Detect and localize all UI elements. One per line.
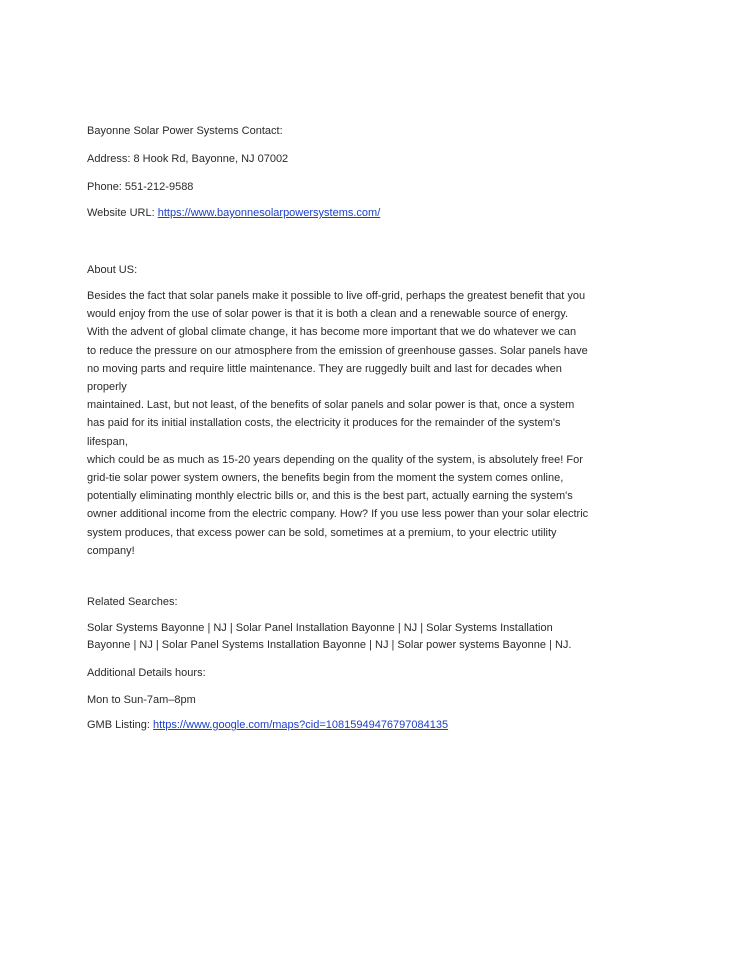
about-line: maintained. Last, but not least, of the benefits of solar panels and solar power is that, once a system [87,399,575,412]
about-line: potentially eliminating monthly electric bills or, and this is the best part, actually earning the system's [87,490,573,503]
contact-heading: Bayonne Solar Power Systems Contact: [87,125,283,137]
about-line: has paid for its initial installation costs, the electricity it produces for the remainder of the system's [87,417,561,430]
about-line: which could be as much as 15-20 years depending on the quality of the system, is absolutely free! For [87,453,583,466]
related-line: Solar Systems Bayonne | NJ | Solar Panel Installation Bayonne | NJ | Solar Systems Installation [87,622,553,634]
about-line: no moving parts and require little maintenance. They are ruggedly built and last for decades when [87,362,562,375]
about-line: to reduce the pressure on our atmosphere from the emission of greenhouse gasses. Solar panels have [87,344,588,357]
about-heading: About US: [87,264,138,276]
contact-address: Address: 8 Hook Rd, Bayonne, NJ 07002 [87,153,289,165]
about-line: properly [87,381,127,393]
contact-phone: Phone: 551-212-9588 [87,181,194,193]
hours-value: Mon to Sun-7am–8pm [87,694,196,706]
website-label: Website URL: [87,207,158,219]
about-line: owner additional income from the electric company. How? If you use less power than your solar electric [87,508,589,521]
about-line: Besides the fact that solar panels make it possible to live off-grid, perhaps the greatest benefit that you [87,290,586,302]
about-line: would enjoy from the use of solar power is that it is both a clean and a renewable source of energy. [87,308,569,321]
website-link[interactable]: https://www.bayonnesolarpowersystems.com/ [157,207,381,219]
related-line: Bayonne | NJ | Solar Panel Systems Installation Bayonne | NJ | Solar power systems Bayonne | NJ. [87,639,572,651]
related-heading: Related Searches: [87,596,178,608]
gmb-listing [87,718,448,732]
about-line: grid-tie solar power system owners, the benefits begin from the moment the system comes online, [87,472,564,484]
about-line: company! [87,544,135,557]
about-line: With the advent of global climate change, it has become more important that we do whatever we can [87,326,577,339]
gmb-label: GMB Listing: [87,719,154,731]
about-line: lifespan, [87,435,128,448]
hours-heading: Additional Details hours: [87,667,206,679]
about-line: system produces, that excess power can be sold, sometimes at a premium, to your electric utility [87,526,557,539]
gmb-link[interactable]: https://www.google.com/maps?cid=10815949476797084135 [153,719,449,731]
contact-website [87,206,380,220]
